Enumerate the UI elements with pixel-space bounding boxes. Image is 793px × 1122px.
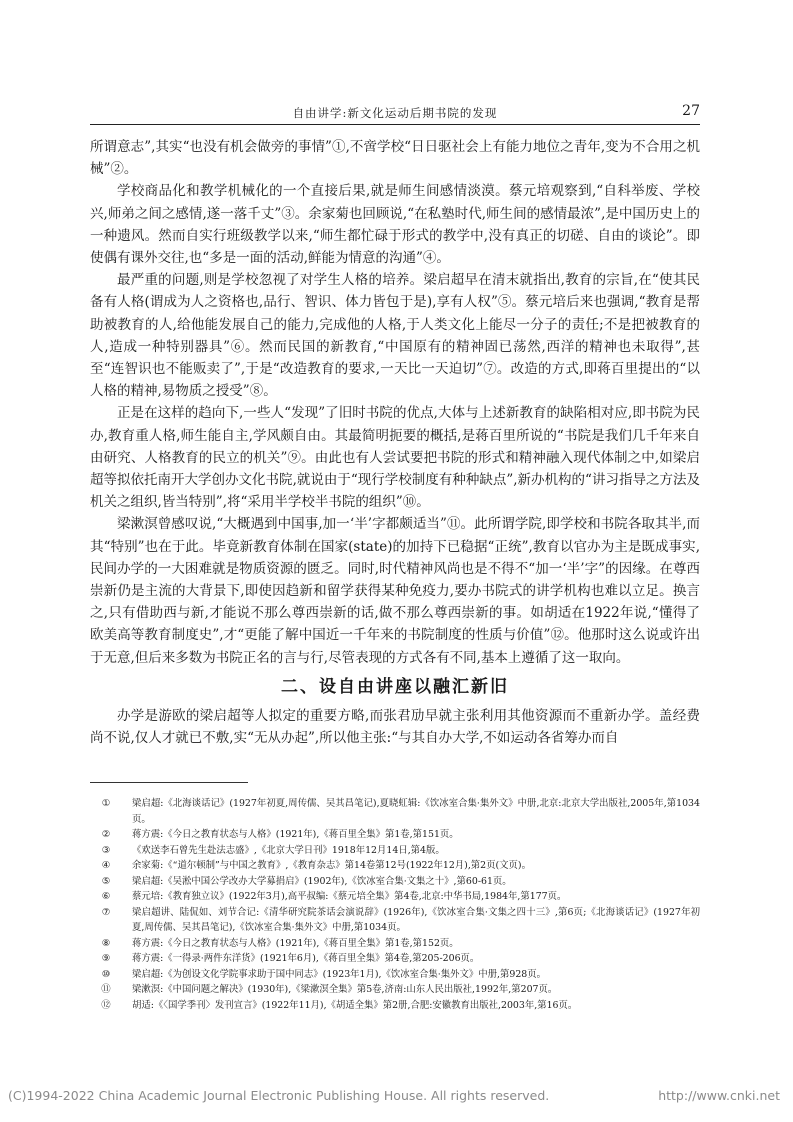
footnote-text: 蒋方震:《一得录·两件东洋货》(1921年6月),《蒋百里全集》第4卷,第205-206页。 [132, 953, 480, 964]
footnote-text: 蒋方震:《今日之教育状态与人格》(1921年),《蒋百里全集》第1卷,第152页。 [132, 937, 459, 949]
body-paragraph: 最严重的问题,则是学校忽视了对学生人格的培养。梁启超早在清末就指出,教育的宗旨,在“使其民备有人格(谓成为人之资格也,品行、智识、体力皆包于是),享有人权”⑤。蔡元培后来也强调,“教育是帮助被教育的人,给他能发展自己的能力,完成他的人格,于人类文化上能尽一分子的责任;不是把被教育的人,造成一种特别器具”⑥。然而民国的新教育,“中国原有的精神固已荡然,西洋的精神也未取得”,甚至“连智识也不能贩卖了”,于是“改造教育的要求,一天比一天迫切”⑦。改造的方式,即蒋百里提出的“以人格的精神,易物质之授受”⑧。 [90, 272, 700, 400]
footnote-text: 余家菊:《“道尔顿制”与中国之教育》,《教育杂志》第14卷第12号(1922年12月),第2页(文页)。 [132, 860, 531, 871]
running-header [90, 103, 700, 123]
body-paragraph: 办学是游欧的梁启超等人拟定的重要方略,而张君劢早就主张利用其他资源而不重新办学。盖经费尚不说,仅人才就已不敷,实“无从办起”,所以他主张:“与其自办大学,不如运动各省筹办而自 [90, 707, 700, 747]
footnote-marker: ③ [101, 844, 111, 856]
footnote-marker: ④ [101, 860, 111, 871]
footnote [90, 982, 700, 998]
footnote-text: 蔡元培:《教育独立议》(1922年3月),高平叔编:《蔡元培全集》第4卷,北京:中华书局,1984年,第177页。 [132, 891, 567, 902]
footnote-marker: ⑩ [101, 968, 111, 980]
footnotes [90, 796, 700, 1013]
footnote-marker: ② [101, 829, 111, 840]
footnote [90, 967, 700, 983]
header-rule [90, 124, 700, 125]
footnote [90, 889, 700, 905]
footnote [90, 858, 700, 874]
copyright-notice: (C)1994-2022 China Academic Journal Electronic Publishing House. All rights reserved. [8, 1088, 550, 1103]
footnote-rule [90, 782, 248, 783]
footnote-marker: ⑨ [101, 953, 111, 964]
footnote-marker: ⑤ [101, 875, 111, 887]
footnote-marker: ⑦ [101, 906, 111, 918]
footnote-text: 梁启超:《北海谈话记》(1927年初夏,周传儒、吴其昌笔记),夏晓虹辑:《饮冰室合集·集外文》中册,北京:北京大学出版社,2005年,第1034页。 [132, 798, 700, 825]
running-title: 自由讲学:新文化运动后期书院的发现 [292, 106, 498, 120]
footnote-text: 梁漱溟:《中国问题之解决》(1930年),《梁漱溟全集》第5卷,济南:山东人民出版社,1992年,第207页。 [132, 984, 558, 995]
footnote-marker: ⑧ [101, 937, 111, 949]
body-paragraph: 正是在这样的趋向下,一些人“发现”了旧时书院的优点,大体与上述新教育的缺陷相对应,即书院为民办,教育重人格,师生能自主,学风颇自由。其最简明扼要的概括,是蒋百里所说的“书院是我们几千年来自由研究、人格教育的民立的机关”⑨。由此也有人尝试要把书院的形式和精神融入现代体制之中,如梁启超等拟依托南开大学创办文化书院,就说由于“现行学校制度有种种缺点”,新办机构的“讲习指导之方法及机关之组织,皆当特别”,将“采用半学校半书院的组织”⑩。 [90, 405, 700, 511]
footnote-text: 梁启超讲、陆侃如、刘节合记:《清华研究院茶话会演说辞》(1926年),《饮冰室合集·文集之四十三》,第6页;《北海谈话记》(1927年初夏,周传儒、吴其昌笔记),《饮冰室合集·集外文》中册,第1034页。 [132, 906, 700, 933]
publisher-link[interactable]: http://www.cnki.net [658, 1088, 780, 1103]
body-paragraph: 学校商品化和教学机械化的一个直接后果,就是师生间感情淡漠。蔡元培观察到,“自科举废、学校兴,师弟之间之感情,遂一落千丈”③。余家菊也回顾说,“在私塾时代,师生间的感情最浓”,是中国历史上的一种遗风。然而自实行班级教学以来,“师生都忙碌于形式的教学中,没有真正的切磋、自由的谈论”。即使偶有课外交往,也“多是一面的活动,鲜能为情意的沟通”④。 [90, 183, 700, 267]
footnote-text: 《欢送李石曾先生赴法志盛》,《北京大学日刊》1918年12月14日,第4版。 [132, 844, 445, 856]
footnote [90, 796, 700, 827]
footnote [90, 827, 700, 843]
section-heading: 二、设自由讲座以融汇新旧 [281, 676, 509, 697]
footnote [90, 998, 700, 1014]
footnote-text: 梁启超:《吴淞中国公学改办大学募捐启》(1902年),《饮冰室合集·文集之十》,第60-61页。 [132, 875, 512, 887]
footnote-text: 梁启超:《为创设文化学院事求助于国中同志》(1923年1月),《饮冰室合集·集外文》中册,第928页。 [132, 968, 547, 980]
footnote-text: 胡适:《〈国学季刊〉发刊宣言》(1922年11月),《胡适全集》第2册,合肥:安徽教育出版社,2003年,第16页。 [132, 999, 578, 1011]
footnote-marker: ① [101, 798, 111, 809]
page-footer [8, 1088, 788, 1103]
article-body [90, 136, 700, 749]
body-paragraph: 梁漱溟曾感叹说,“大概遇到中国事,加一‘半’字都颇适当”⑪。此所谓学院,即学校和书院各取其半,而其“特别”也在于此。毕竟新教育体制在国家(state)的加持下已稳据“正统”,教育以官办为主是既成事实,民间办学的一大困难就是物质资源的匮乏。同时,时代精神风尚也是不得不“加一‘半’字”的因缘。在尊西崇新仍是主流的大背景下,即使因趋新和留学获得某种免疫力,要办书院式的讲学机构也难以立足。换言之,只有借助西与新,才能说不那么尊西崇新的话,做不那么尊西崇新的事。如胡适在1922年说,“懂得了欧美高等教育制度史”,才“更能了解中国近一千年来的书院制度的性质与价值”⑫。他那时这么说或许出于无意,但后来多数为书院正名的言与行,尽管表现的方式各有不同,基本上遵循了这一取向。 [90, 516, 700, 666]
footnote [90, 905, 700, 936]
body-paragraph: 所谓意志”,其实“也没有机会做旁的事情”①,不啻学校“日日驱社会上有能力地位之青年,变为不合用之机械”②。 [90, 139, 700, 178]
footnote-marker: ⑥ [101, 891, 111, 902]
footnote [90, 843, 700, 859]
page-number: 27 [682, 103, 700, 119]
footnote-marker: ⑫ [101, 999, 111, 1011]
footnote [90, 874, 700, 890]
footnote [90, 936, 700, 952]
footnote-text: 蒋方震:《今日之教育状态与人格》(1921年),《蒋百里全集》第1卷,第151页。 [132, 829, 459, 840]
footnote-marker: ⑪ [101, 984, 111, 995]
footnote [90, 951, 700, 967]
